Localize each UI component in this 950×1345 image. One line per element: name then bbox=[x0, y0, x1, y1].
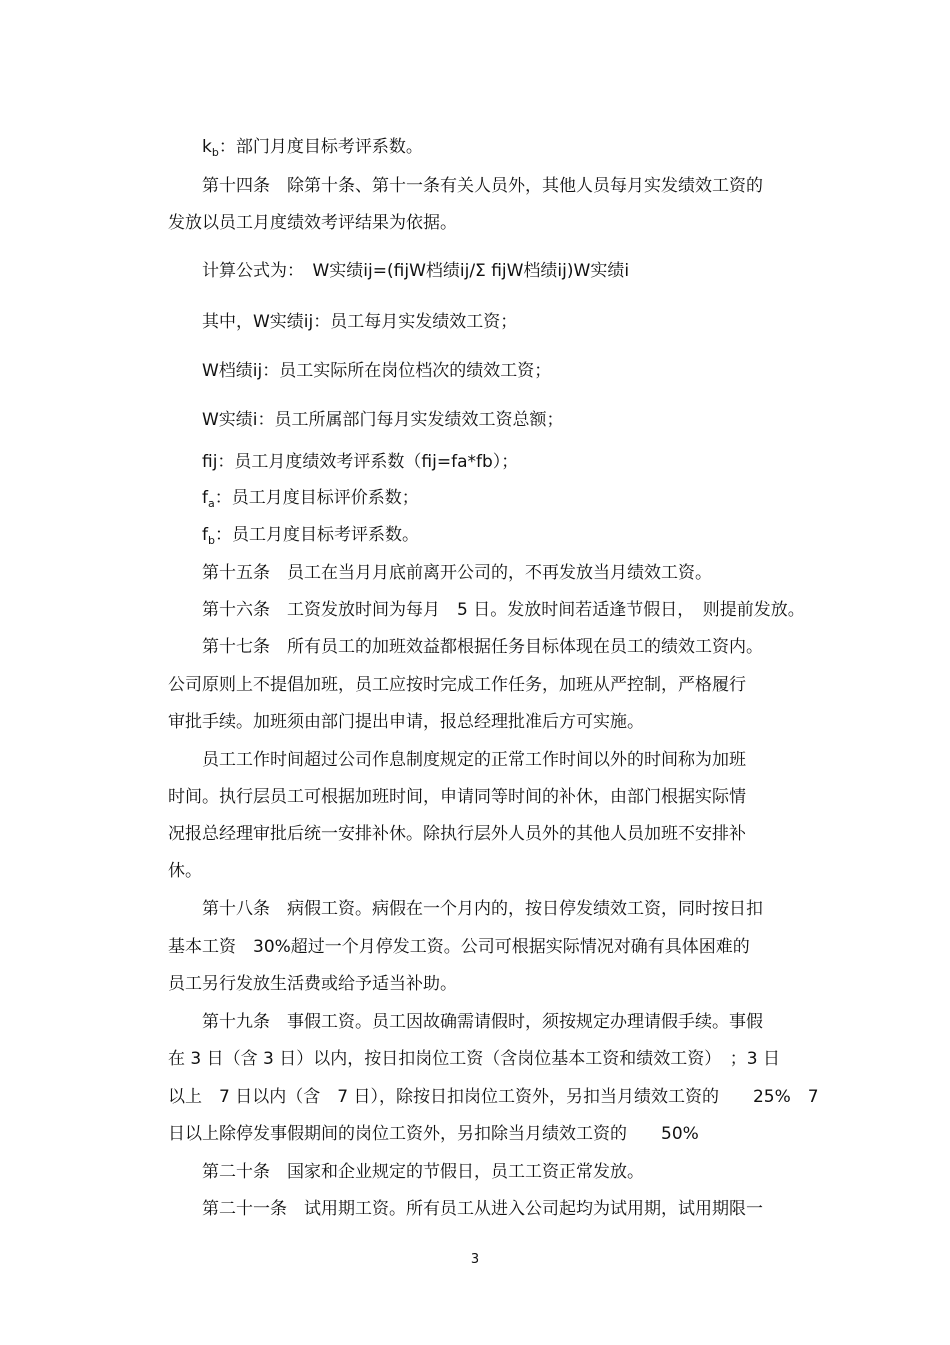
text-line: 第二十条 国家和企业规定的节假日，员工工资正常发放。 bbox=[202, 1162, 644, 1182]
text-line: 第十五条 员工在当月月底前离开公司的，不再发放当月绩效工资。 bbox=[202, 563, 712, 583]
text-line: 审批手续。加班须由部门提出申请，报总经理批准后方可实施。 bbox=[168, 712, 644, 732]
text-line: 第二十一条 试用期工资。所有员工从进入公司起均为试用期，试用期限一 bbox=[202, 1199, 763, 1219]
formula-line: 计算公式为： W实绩ij=(fijW档绩ij/Σ fijW档绩ij)W实绩i bbox=[202, 261, 630, 281]
text-line: 员工另行发放生活费或给予适当补助。 bbox=[168, 974, 457, 994]
text-line: 第十八条 病假工资。病假在一个月内的，按日停发绩效工资，同时按日扣 bbox=[202, 899, 763, 919]
text-line: 公司原则上不提倡加班，员工应按时完成工作任务，加班从严控制，严格履行 bbox=[168, 675, 746, 695]
text-line: 员工工作时间超过公司作息制度规定的正常工作时间以外的时间称为加班 bbox=[202, 750, 746, 770]
text-line: fij：员工月度绩效考评系数（fij=fa*fb）； bbox=[202, 452, 519, 472]
text-line: 时间。执行层员工可根据加班时间，申请同等时间的补休，由部门根据实际情 bbox=[168, 787, 746, 807]
text-line: 以上 7 日以内（含 7 日），除按日扣岗位工资外，另扣当月绩效工资的 25% 7 bbox=[168, 1087, 819, 1107]
text-line: 第十九条 事假工资。员工因故确需请假时，须按规定办理请假手续。事假 bbox=[202, 1012, 763, 1032]
text-line: 第十六条 工资发放时间为每月 5 日。发放时间若适逢节假日， 则提前发放。 bbox=[202, 600, 805, 620]
text-line: 日以上除停发事假期间的岗位工资外，另扣除当月绩效工资的 50% bbox=[168, 1124, 699, 1144]
text-line: 第十四条 除第十条、第十一条有关人员外，其他人员每月实发绩效工资的 bbox=[202, 176, 763, 196]
text-line: 发放以员工月度绩效考评结果为依据。 bbox=[168, 213, 457, 233]
text-line: 第十七条 所有员工的加班效益都根据任务目标体现在员工的绩效工资内。 bbox=[202, 637, 763, 657]
text-line: 其中，W实绩ij：员工每月实发绩效工资； bbox=[202, 312, 518, 332]
text-line: 基本工资 30%超过一个月停发工资。公司可根据实际情况对确有具体困难的 bbox=[168, 937, 750, 957]
text-line: W实绩i：员工所属部门每月实发绩效工资总额； bbox=[202, 410, 564, 430]
text-line: 休。 bbox=[168, 861, 202, 881]
text-line: $f_a$：员工月度目标评价系数； bbox=[202, 488, 419, 510]
page-number: 3 bbox=[470, 1252, 480, 1267]
text-line: 在 3 日（含 3 日）以内，按日扣岗位工资（含岗位基本工资和绩效工资） ；3 日 bbox=[168, 1049, 780, 1069]
text-line: W档绩ij：员工实际所在岗位档次的绩效工资； bbox=[202, 361, 552, 381]
text-line: $f_b$：员工月度目标考评系数。 bbox=[202, 525, 419, 547]
text-line: $k_b$：部门月度目标考评系数。 bbox=[202, 137, 423, 159]
text-line: 况报总经理审批后统一安排补休。除执行层外人员外的其他人员加班不安排补 bbox=[168, 824, 746, 844]
